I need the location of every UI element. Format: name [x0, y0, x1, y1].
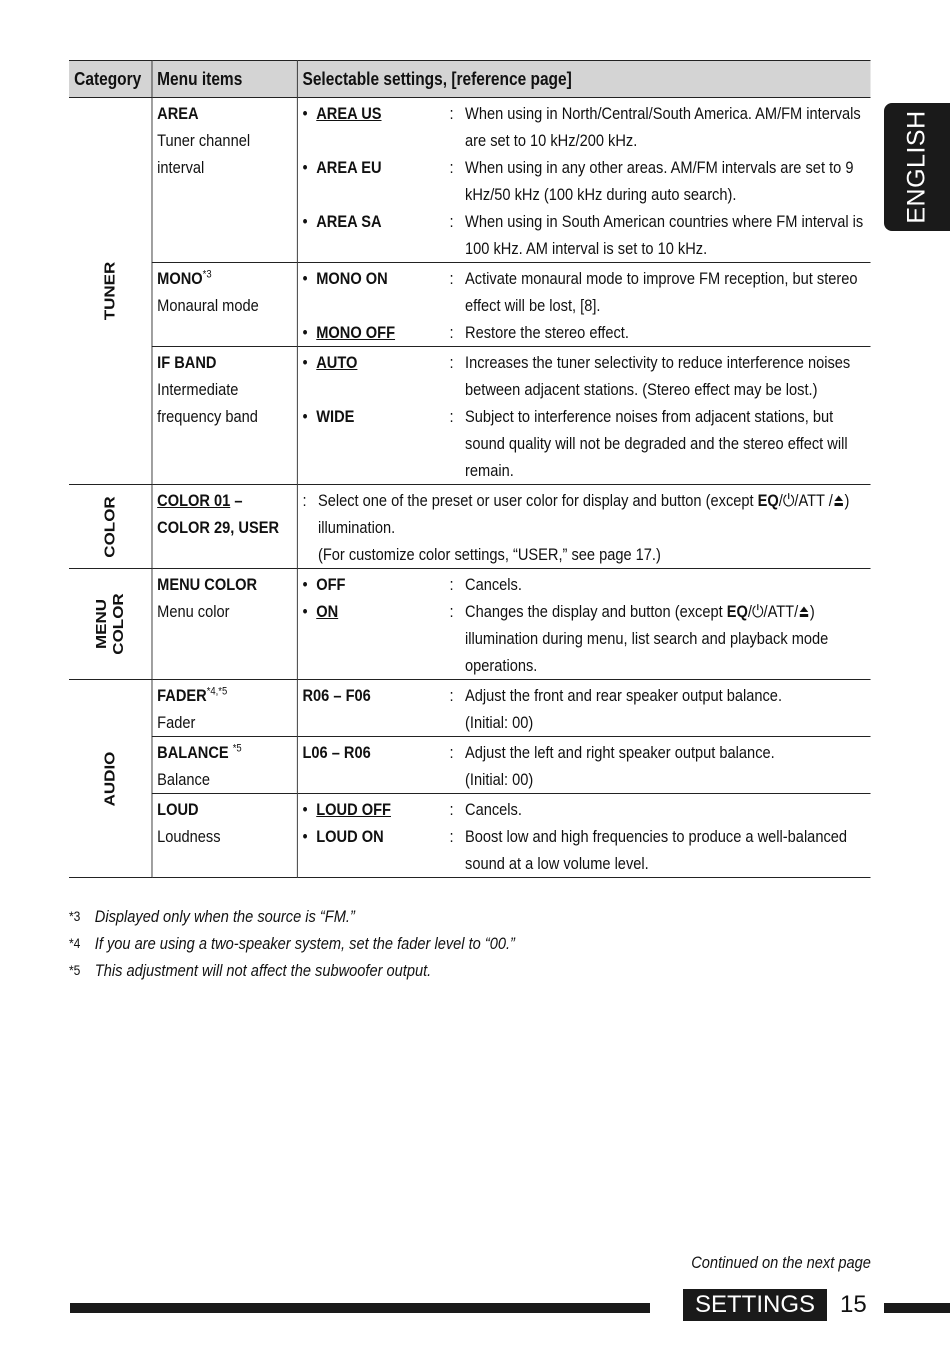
option-range: L06 – R06	[302, 743, 371, 762]
option-row: • ON : Changes the display and button (except EQ/⏻/ATT/⏏) illumination during menu, list search and playback mode operations.	[302, 598, 865, 679]
option-name: LOUD ON	[316, 827, 384, 846]
header-category: Category	[69, 61, 152, 98]
option-row: • LOUD ON : Boost low and high frequencies to produce a well-balanced sound at a low volume level.	[302, 823, 865, 877]
menu-item-desc: Loudness	[157, 827, 221, 846]
menu-item-fader	[152, 680, 297, 737]
option-desc: When using in South American countries where FM interval is 100 kHz. AM interval is set to 10 kHz.	[465, 212, 864, 258]
option-name: MONO OFF	[316, 323, 396, 342]
menu-item-area	[152, 98, 297, 263]
menu-item-range: – COLOR 29, USER	[157, 491, 280, 537]
option-range: R06 – F06	[302, 686, 371, 705]
menu-item-name: LOUD	[157, 800, 199, 819]
table-row	[69, 263, 871, 347]
menu-item-loud	[152, 794, 297, 878]
option-desc: Select one of the preset or user color for display and button (except EQ/⏻/ATT /⏏) illumination. (For customize color settings, “USER,” see page 17.)	[317, 491, 850, 564]
footnote-ref: *5	[232, 742, 242, 755]
settings-if-band	[297, 347, 871, 485]
category-audio	[69, 680, 152, 878]
menu-item-desc: Tuner channel interval	[157, 131, 251, 177]
category-label: MENU COLOR	[92, 593, 127, 655]
option-row: • WIDE : Subject to interference noises from adjacent stations, but sound quality will not be degraded and the stereo effect will remain.	[302, 403, 865, 484]
menu-item-name: MONO	[157, 269, 203, 288]
option-name: OFF	[316, 575, 346, 594]
menu-item-balance	[152, 737, 297, 794]
settings-color	[297, 485, 871, 569]
footer-rule-right	[884, 1303, 950, 1313]
option-name: AREA SA	[316, 212, 382, 231]
footnote	[69, 930, 671, 957]
option-name: WIDE	[316, 407, 355, 426]
menu-item-name: BALANCE	[157, 743, 229, 762]
option-name: MONO ON	[316, 269, 388, 288]
menu-item-mono	[152, 263, 297, 347]
footnote-mark: *5	[69, 962, 81, 978]
option-desc: Activate monaural mode to improve FM reception, but stereo effect will be lost, [8].	[465, 269, 858, 315]
table-row	[69, 737, 871, 794]
option-desc: Cancels.	[465, 800, 522, 819]
menu-item-name: AREA	[157, 104, 199, 123]
category-tuner	[69, 98, 152, 485]
footnote-ref: *4,*5	[206, 685, 228, 698]
settings-table	[69, 60, 871, 878]
footnote-text: If you are using a two-speaker system, set the fader level to “00.”	[94, 934, 515, 953]
option-desc: Boost low and high frequencies to produce a well-balanced sound at a low volume level.	[465, 827, 848, 873]
footnote-text: This adjustment will not affect the subwoofer output.	[94, 961, 432, 980]
footnote	[69, 957, 671, 984]
table-row	[69, 680, 871, 737]
option-row: L06 – R06 : Adjust the left and right speaker output balance. (Initial: 00)	[302, 739, 865, 793]
option-desc: When using in North/Central/South America. AM/FM intervals are set to 10 kHz/200 kHz.	[465, 104, 861, 150]
category-label: AUDIO	[101, 751, 118, 806]
settings-area	[297, 98, 871, 263]
menu-item-name: MENU COLOR	[157, 575, 258, 594]
option-desc: Adjust the left and right speaker output balance. (Initial: 00)	[465, 743, 775, 789]
option-desc: Increases the tuner selectivity to reduce interference noises between adjacent stations. (Stereo effect may be lost.)	[465, 353, 851, 399]
footnotes	[69, 903, 671, 984]
language-tab	[884, 103, 950, 231]
menu-item-name: COLOR 01	[157, 491, 231, 510]
option-desc: Cancels.	[465, 575, 522, 594]
option-name: LOUD OFF	[316, 800, 391, 819]
category-color	[69, 485, 152, 569]
menu-item-desc: Fader	[157, 713, 196, 732]
option-name: AUTO	[316, 353, 358, 372]
settings-loud	[297, 794, 871, 878]
category-label: COLOR	[101, 495, 118, 558]
category-menu-color	[69, 569, 152, 680]
category-label: TUNER	[101, 261, 118, 321]
option-row: • OFF : Cancels.	[302, 571, 865, 598]
table-row	[69, 98, 871, 263]
option-row: • AREA EU : When using in any other areas. AM/FM intervals are set to 9 kHz/50 kHz (100 kHz during auto search).	[302, 154, 865, 208]
option-row: • LOUD OFF : Cancels.	[302, 796, 865, 823]
option-desc: Subject to interference noises from adjacent stations, but sound quality will not be degraded and the stereo effect will remain.	[465, 407, 848, 480]
continued-note: Continued on the next page	[691, 1253, 871, 1272]
option-row: R06 – F06 : Adjust the front and rear speaker output balance. (Initial: 00)	[302, 682, 865, 736]
option-desc: Changes the display and button (except EQ/⏻/ATT/⏏) illumination during menu, list search and playback mode operations.	[465, 602, 829, 675]
menu-item-color	[152, 485, 297, 569]
footnote-text: Displayed only when the source is “FM.”	[94, 907, 355, 926]
option-row: • AUTO : Increases the tuner selectivity to reduce interference noises between adjacent stations. (Stereo effect may be lost.)	[302, 349, 865, 403]
header-settings: Selectable settings, [reference page]	[297, 61, 871, 98]
option-desc: Restore the stereo effect.	[465, 323, 629, 342]
footnote-ref: *3	[202, 268, 212, 281]
menu-item-desc: Balance	[157, 770, 210, 789]
option-name: ON	[316, 602, 339, 621]
option-desc: When using in any other areas. AM/FM intervals are set to 9 kHz/50 kHz (100 kHz during auto search).	[465, 158, 854, 204]
footnote-mark: *3	[69, 908, 81, 924]
option-row: : Select one of the preset or user color for display and button (except EQ/⏻/ATT /⏏) illumination. (For customize color settings, “USER,” see page 17.)	[302, 487, 865, 568]
footer-rule-left	[70, 1303, 650, 1313]
option-name: AREA EU	[316, 158, 382, 177]
table-row	[69, 794, 871, 878]
option-row: • MONO OFF : Restore the stereo effect.	[302, 319, 865, 346]
footnote	[69, 903, 671, 930]
footnote-mark: *4	[69, 935, 81, 951]
settings-fader	[297, 680, 871, 737]
settings-mono	[297, 263, 871, 347]
option-name: AREA US	[316, 104, 382, 123]
section-label: SETTINGS	[683, 1289, 827, 1321]
settings-menu-color	[297, 569, 871, 680]
menu-item-name: IF BAND	[157, 353, 217, 372]
menu-item-desc: Monaural mode	[157, 296, 259, 315]
option-row: • MONO ON : Activate monaural mode to improve FM reception, but stereo effect will be lost, [8].	[302, 265, 865, 319]
option-desc: Adjust the front and rear speaker output balance. (Initial: 00)	[465, 686, 783, 732]
language-tab-label: ENGLISH	[902, 110, 931, 224]
option-row: • AREA SA : When using in South American countries where FM interval is 100 kHz. AM interval is set to 10 kHz.	[302, 208, 865, 262]
menu-item-desc: Menu color	[157, 602, 230, 621]
menu-item-desc: Intermediate frequency band	[157, 380, 258, 426]
settings-balance	[297, 737, 871, 794]
menu-item-name: FADER	[157, 686, 207, 705]
table-header-row	[69, 61, 871, 98]
menu-item-menu-color	[152, 569, 297, 680]
menu-item-if-band	[152, 347, 297, 485]
table-row	[69, 569, 871, 680]
table-row	[69, 347, 871, 485]
header-menu-items: Menu items	[152, 61, 297, 98]
table-row	[69, 485, 871, 569]
page-number: 15	[840, 1291, 867, 1318]
option-row: • AREA US : When using in North/Central/South America. AM/FM intervals are set to 10 kHz/200 kHz.	[302, 100, 865, 154]
